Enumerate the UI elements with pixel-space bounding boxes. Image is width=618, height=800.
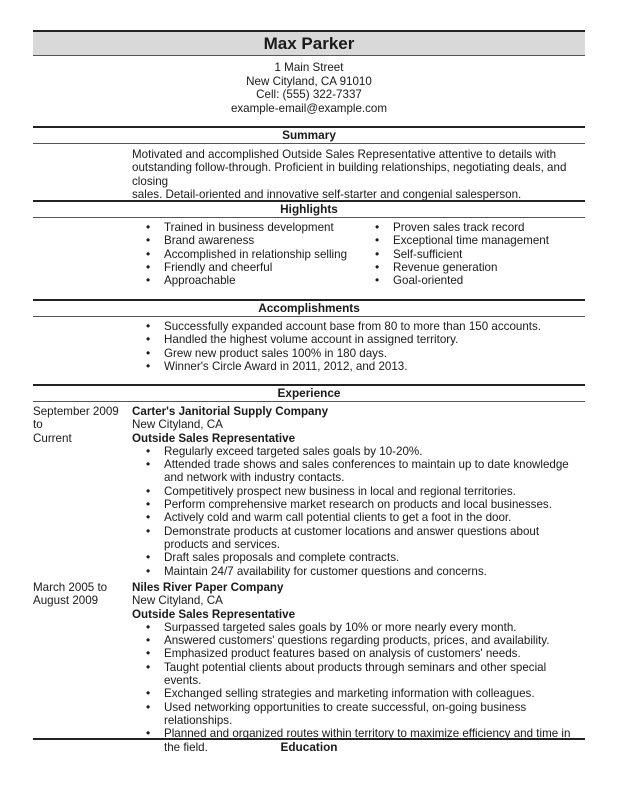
highlights-heading: Highlights [33,200,585,218]
highlight-item: • Revenue generation [361,261,581,274]
job-duties-list [132,445,580,578]
highlights-left-list [132,221,352,287]
street-address: 1 Main Street [274,61,344,74]
experience-heading: Experience [33,384,585,402]
company-name: Carter's Janitorial Supply Company [132,405,329,418]
job-duty-item: • Perform comprehensive market research on products and local businesses. [132,498,580,511]
highlight-item: • Proven sales track record [361,221,581,234]
accomplishments-heading: Accomplishments [33,299,585,317]
job-duty-item: • Attended trade shows and sales conferences to maintain up to date knowledge and network with industry contacts. [132,458,580,485]
accomplishment-item: • Successfully expanded account base from 80 to more than 150 accounts. [132,320,572,333]
job-duty-item: • Demonstrate products at customer locations and answer questions about products and services. [132,525,580,552]
accomplishment-item: • Grew new product sales 100% in 180 days. [132,347,572,360]
highlight-item: • Friendly and cheerful [132,261,352,274]
resume-name: Max Parker [33,30,585,56]
highlight-item: • Accomplished in relationship selling [132,248,352,261]
job-date-start: September 2009 to [33,405,119,432]
accomplishments-list [132,320,572,373]
job-title: Outside Sales Representative [132,431,296,445]
highlight-item: • Goal-oriented [361,274,581,287]
highlight-item: • Brand awareness [132,234,352,247]
job-entry [132,405,580,578]
education-heading: Education [33,738,585,756]
contact-block [33,61,585,115]
accomplishment-item: • Handled the highest volume account in assigned territory. [132,333,572,346]
highlights-right-list [361,221,581,287]
job-duty-item: • Planned and organized routes within territory to maximize efficiency and time in the field. [132,727,580,754]
highlight-item: • Self-sufficient [361,248,581,261]
email-address: example-email@example.com [230,101,388,115]
job-duty-item: • Draft sales proposals and complete contracts. [132,551,580,564]
job-duty-item: • Taught potential clients about products through seminars and other special events. [132,661,580,688]
job-duties-list [132,621,580,754]
highlight-item: • Approachable [132,274,352,287]
job-duty-item: • Exchanged selling strategies and marketing information with colleagues. [132,687,580,700]
job-date-end: August 2009 [33,594,99,608]
highlight-item: • Trained in business development [132,221,352,234]
summary-text [132,148,572,201]
summary-line: outstanding follow-through. Proficient in building relationships, negotiating deals, and closing [132,161,567,188]
job-date-start: March 2005 to [33,581,108,594]
job-duty-item: • Surpassed targeted sales goals by 10% or more nearly every month. [132,621,580,634]
job-duty-item: • Regularly exceed targeted sales goals by 10-20%. [132,445,580,458]
job-duty-item: • Maintain 24/7 availability for customer questions and concerns. [132,565,580,578]
city-state-zip: New Cityland, CA 91010 [246,74,372,88]
job-location: New Cityland, CA [132,594,223,608]
job-duty-item: • Used networking opportunities to create successful, on-going business relationships. [132,701,580,728]
job-duty-item: • Competitively prospect new business in local and regional territories. [132,485,580,498]
summary-heading: Summary [33,126,585,144]
cell-phone: Cell: (555) 322-7337 [256,88,362,102]
company-name: Niles River Paper Company [132,581,284,594]
job-entry [132,581,580,754]
summary-line: sales. Detail-oriented and innovative self-starter and congenial salesperson. [132,187,522,201]
summary-line: Motivated and accomplished Outside Sales Representative attentive to details with [132,148,557,161]
job-date-end: Current [33,431,72,445]
job-duty-item: • Emphasized product features based on analysis of customers' needs. [132,647,580,660]
job-title: Outside Sales Representative [132,607,296,621]
job-dates [33,581,128,608]
job-duty-item: • Actively cold and warm call potential clients to get a foot in the door. [132,511,580,524]
accomplishment-item: • Winner's Circle Award in 2011, 2012, and 2013. [132,360,572,373]
job-dates [33,405,128,445]
highlight-item: • Exceptional time management [361,234,581,247]
job-duty-item: • Answered customers' questions regarding products, prices, and availability. [132,634,580,647]
job-location: New Cityland, CA [132,418,223,432]
